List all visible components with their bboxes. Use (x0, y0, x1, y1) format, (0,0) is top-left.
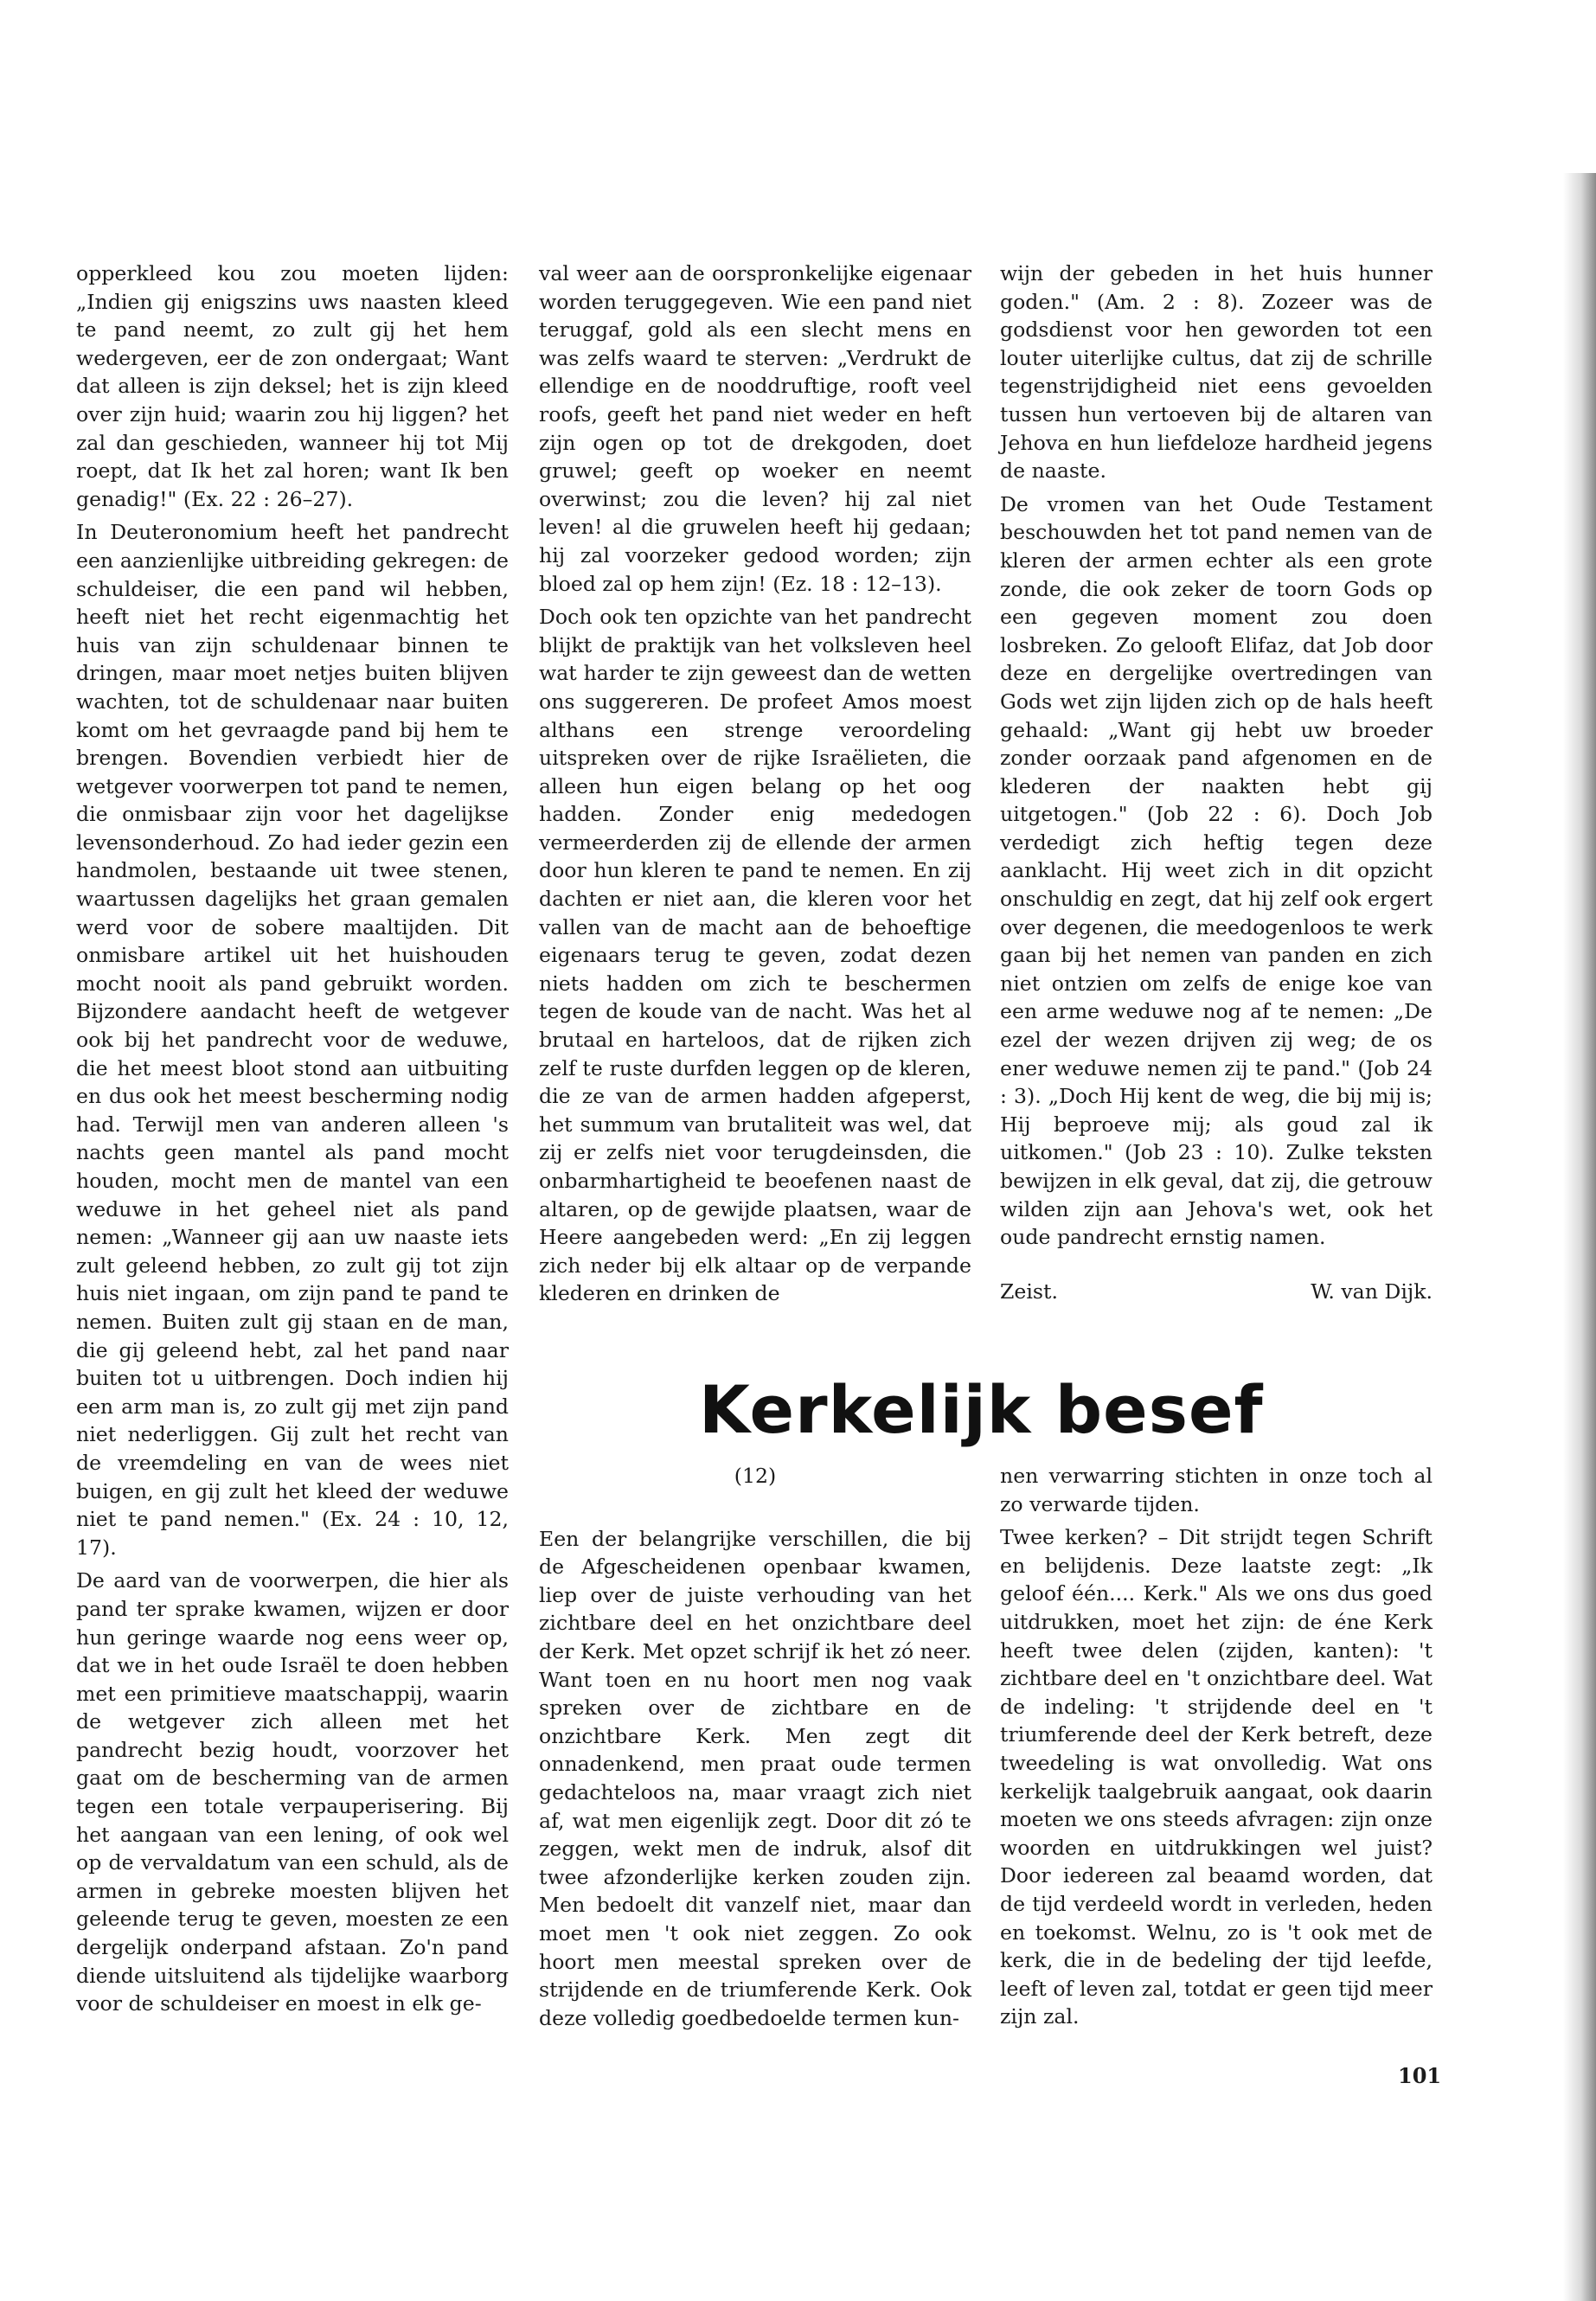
article-title: Kerkelijk besef (699, 1371, 1264, 1448)
paragraph: wijn der gebeden in het huis hunner goden." (Am. 2 : 8). Zozeer was de godsdienst voor hen geworden tot een louter uiterlijke cultus, dat zij de schrille tegenstrijdigheid niet eens gevoelden tussen hun vertoeven bij de altaren van Jehova en hun liefdeloze hardheid jegens de naaste. (1000, 261, 1433, 484)
article1-column-2 (539, 260, 971, 1308)
paragraph: nen verwarring stichten in onze toch al zo verwarde tijden. (1000, 1464, 1433, 1516)
paragraph: Doch ook ten opzichte van het pandrecht blijkt de praktijk van het volksleven heel wat harder te zijn geweest dan de wetten ons suggereren. De profeet Amos moest althans een strenge veroordeling uitspreken over de rijke Israëlieten, die alleen hun eigen belang op het oog hadden. Zonder enig mededogen vermeerderden zij de ellende der armen door hun kleren te pand te nemen. En zij dachten er niet aan, die kleren voor het vallen van de macht aan de behoeftige eigenaars terug te geven, zodat dezen niets hadden om zich te beschermen tegen de koude van de nacht. Was het al brutaal en harteloos, dat de rijken zich zelf te ruste durfden leggen op de kleren, die ze van de armen hadden afgeperst, het summum van brutaliteit was wel, dat zij er zelfs niet voor terugdeinsden, die onbarmhartigheid te beoefenen naast de altaren, op de gewijde plaatsen, waar de Heere aangebeden werd: „En zij leggen zich neder bij elk altaar op de verpande klederen en drinken de (539, 605, 971, 1306)
paragraph: opperkleed kou zou moeten lijden: „Indien gij enigszins uws naasten kleed te pand neemt, zo zult gij het hem wedergeven, eer de zon ondergaat; Want dat alleen is zijn deksel; het is zijn kleed over zijn huid; waarin zou hij liggen? het zal dan geschieden, wanneer hij tot Mij roept, dat Ik het zal horen; want Ik ben genadig!" (Ex. 22 : 26–27). (76, 261, 509, 511)
place: Zeist. (1000, 1279, 1058, 1304)
article1-column-1 (76, 260, 509, 2018)
article2-column-2 (539, 1462, 971, 2032)
paragraph: val weer aan de oorspronkelijke eigenaar worden teruggegeven. Wie een pand niet teruggaf, gold als een slecht mens en was zelfs waard te sterven: „Verdrukt de ellendige en de nooddruftige, rooft veel roofs, geeft het pand niet weder en heft zijn ogen op tot de drekgoden, doet gruwel; geeft op woeker en neemt overwinst; zou die leven? hij zal niet leven! al die gruwelen heeft hij gedaan; hij zal voorzeker gedood worden; zijn bloed zal op hem zijn! (Ez. 18 : 12–13). (539, 261, 971, 596)
paragraph: Twee kerken? – Dit strijdt tegen Schrift en belijdenis. Deze laatste zegt: „Ik geloof één.... Kerk." Als we ons dus goed uitdrukken, moet het zijn: de éne Kerk heeft twee delen (zijden, kanten): 't zichtbare deel en 't onzichtbare deel. Wat de indeling: 't strijdende deel en 't triumferende deel der Kerk betreft, deze tweedeling is wat onvolledig. Wat ons kerkelijk taalgebruik aangaat, ook daarin moeten we ons steeds afvragen: zijn onze woorden en uitdrukkingen wel juist? Door iedereen zal beaamd worden, dat de tijd verdeeld wordt in verleden, heden en toekomst. Welnu, zo is 't ook met de kerk, die in de bedeling der tijd leefde, leeft of leven zal, totdat er geen tijd meer zijn zal. (1000, 1525, 1433, 2029)
paragraph: De vromen van het Oude Testament beschouwden het tot pand nemen van de kleren der armen echter als een grote zonde, die ook zeker de toorn Gods op een gegeven moment zou doen losbreken. Zo gelooft Elifaz, dat Job door deze en dergelijke overtredingen van Gods wet zijn lijden zich op de hals heeft gehaald: „Want gij hebt uw broeder zonder oorzaak pand afgenomen en de klederen der naakten hebt gij uitgetogen." (Job 22 : 6). Doch Job verdedigt zich heftig tegen deze aanklacht. Hij weet zich in dit opzicht onschuldig en zegt, dat hij zelf ook ergert over degenen, die meedogenloos te werk gaan bij het nemen van panden en zich niet ontzien om zelfs de enige koe van een arme weduwe nog af te nemen: „De ezel der wezen drijven zij weg; de os ener weduwe nemen zij te pand." (Job 24 : 3). „Doch Hij kent de weg, die bij mij is; Hij beproeve mij; als goud zal ik uitkomen." (Job 23 : 10). Zulke teksten bewijzen in elk geval, dat zij, die getrouw wilden zijn aan Jehova's wet, ook het oude pandrecht ernstig namen. (1000, 491, 1433, 1250)
paragraph: De aard van de voorwerpen, die hier als pand ter sprake kwamen, wijzen er door hun geringe waarde nog eens weer op, dat we in het oude Israël te doen hebben met een primitieve maatschappij, waarin de wetgever zich alleen met het pandrecht bezig houdt, voorzover het gaat om de bescherming van de armen tegen een totale verpauperisering. Bij het aangaan van een lening, of ook wel op de vervaldatum van een schuld, als de armen in gebreke moesten blijven het geleende terug te geven, moesten ze een dergelijk onderpand afstaan. Zo'n pand diende uitsluitend als tijdelijke waarborg voor de schuldeiser en moest in elk ge- (76, 1568, 509, 2016)
page-number: 101 (1398, 2063, 1442, 2088)
article1-column-3 (1000, 260, 1433, 1305)
author: W. van Dijk. (1311, 1279, 1433, 1304)
paragraph: Een der belangrijke verschillen, die bij de Afgescheidenen openbaar kwamen, liep over de juiste verhouding van het zichtbare deel en het onzichtbare deel der Kerk. Met opzet schrijf ik het zó neer. Want toen en nu hoort men nog vaak spreken over de zichtbare en de onzichtbare Kerk. Men zegt dit onnadenkend, men praat oude termen gedachteloos na, maar vraagt zich niet af, wat men eigenlijk zegt. Door dit zó te zeggen, wekt men de indruk, alsof dit twee afzonderlijke kerken zouden zijn. Men bedoelt dit vanzelf niet, maar dan moet men 't ook niet zeggen. Zo ook hoort men meestal spreken over de strijdende en de triumferende Kerk. Ook deze volledig goedbedoelde termen kun- (539, 1526, 971, 2030)
signature-line (1000, 1278, 1433, 1306)
page-edge-shadow (1563, 173, 1596, 2301)
article2-column-3 (1000, 1462, 1433, 2031)
paragraph: In Deuteronomium heeft het pandrecht een aanzienlijke uitbreiding gekregen: de schuldeiser, die een pand wil hebben, heeft niet het recht eigenmachtig het huis van zijn schuldenaar binnen te dringen, maar moet netjes buiten blijven wachten, tot de schuldenaar naar buiten komt om het gevraagde pand bij hem te brengen. Bovendien verbiedt hier de wetgever voorwerpen tot pand te nemen, die onmisbaar zijn voor het dagelijkse levensonderhoud. Zo had ieder gezin een handmolen, bestaande uit twee stenen, waartussen dagelijks het graan gemalen werd voor de sobere maaltijden. Dit onmisbare artikel uit het huishouden mocht nooit als pand gebruikt worden. Bijzondere aandacht heeft de wetgever ook bij het pandrecht voor de weduwe, die het meest bloot stond aan uitbuiting en dus ook het meest bescherming nodig had. Terwijl men van anderen alleen 's nachts geen mantel als pand mocht houden, mocht men de mantel van een weduwe in het geheel niet als pand nemen: „Wanneer gij aan uw naaste iets zult geleend hebben, zo zult gij tot zijn huis niet ingaan, om zijn pand te pand te nemen. Buiten zult gij staan en de man, die gij geleend hebt, zal het pand naar buiten tot u uitbrengen. Doch indien hij een arm man is, zo zult gij met zijn pand niet nederliggen. Gij zult het recht van de vreemdeling en van de wees niet buigen, en gij zult het kleed der weduwe niet te pand nemen." (Ex. 24 : 10, 12, 17). (76, 520, 509, 1560)
article-number: (12) (734, 1464, 777, 1488)
